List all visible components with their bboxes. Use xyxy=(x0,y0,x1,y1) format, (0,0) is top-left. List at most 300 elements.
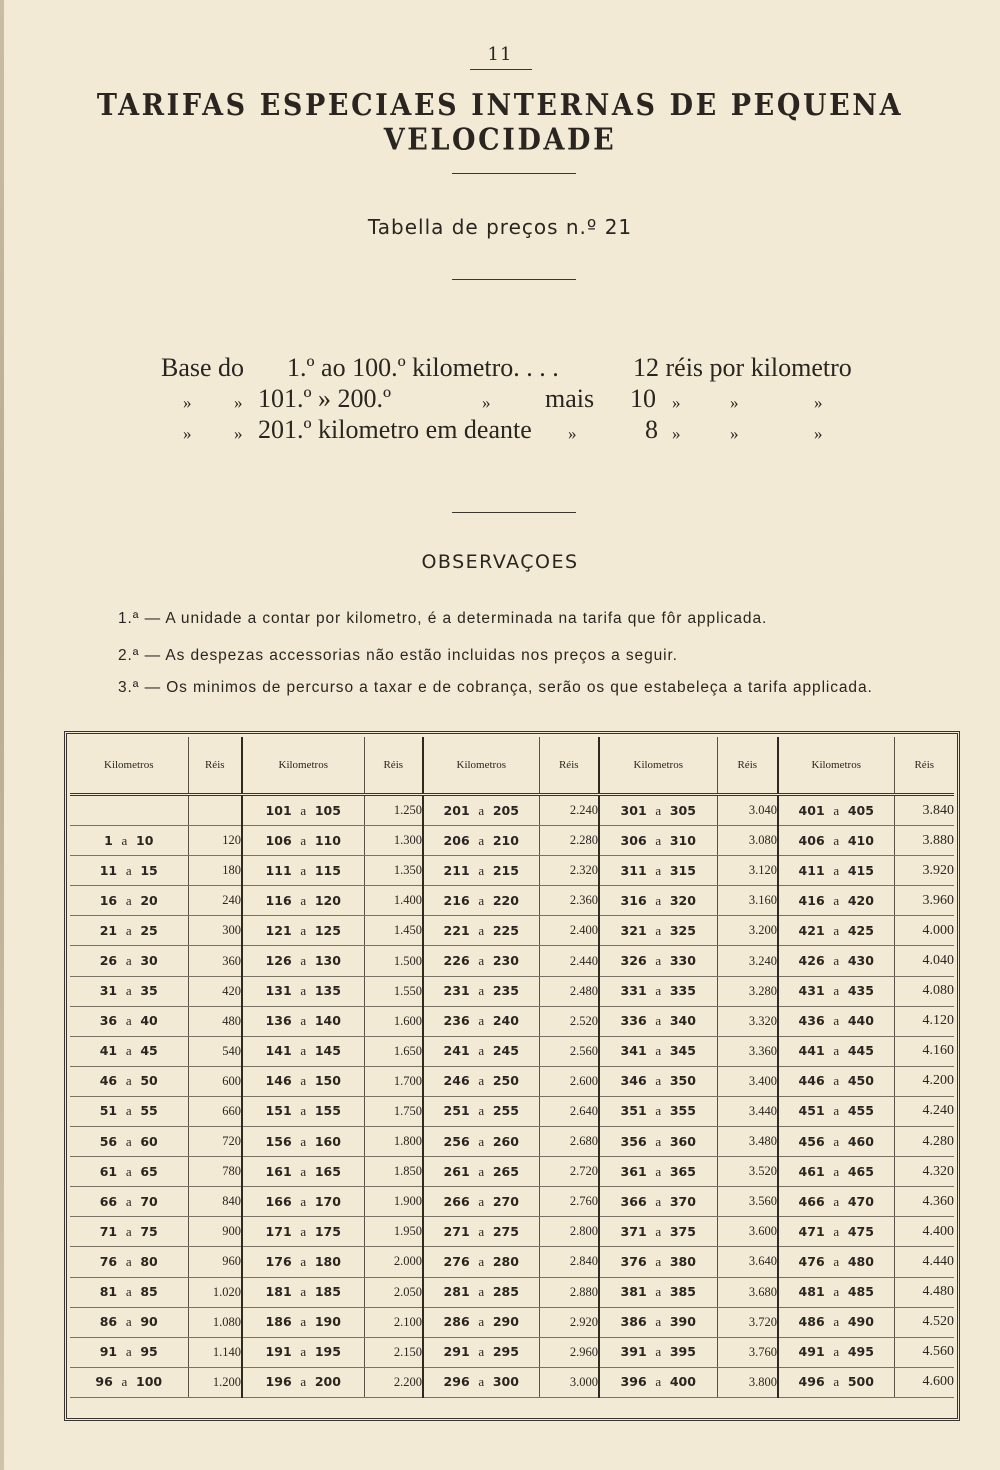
km-a: a xyxy=(833,832,840,848)
reis-cell: 3.560 xyxy=(717,1187,778,1217)
observation-number: 3.ª xyxy=(118,679,140,696)
km-to: 65 xyxy=(140,1163,158,1179)
kilometros-cell xyxy=(778,1247,894,1277)
reis-cell: 4.480 xyxy=(894,1277,954,1307)
km-to: 195 xyxy=(314,1344,341,1360)
km-from: 341 xyxy=(620,1043,647,1059)
reis-cell: 4.120 xyxy=(894,1006,954,1036)
km-to: 140 xyxy=(314,1013,341,1029)
kilometros-cell xyxy=(70,1157,188,1187)
km-to: 350 xyxy=(669,1073,696,1089)
km-a: a xyxy=(125,953,132,969)
kilometros-cell xyxy=(70,1367,188,1397)
reis-cell: 4.360 xyxy=(894,1187,954,1217)
km-to: 285 xyxy=(492,1284,519,1300)
reis-cell: 1.300 xyxy=(364,826,423,856)
reis-cell: 3.400 xyxy=(717,1066,778,1096)
kilometros-cell xyxy=(778,1337,894,1367)
kilometros-cell xyxy=(423,1127,539,1157)
kilometros-cell xyxy=(242,946,364,976)
kilometros-cell xyxy=(599,1247,717,1277)
kilometros-cell xyxy=(70,1096,188,1126)
kilometros-cell xyxy=(242,1277,364,1307)
reis-cell: 3.920 xyxy=(894,856,954,886)
km-a: a xyxy=(300,983,307,999)
reis-cell: 1.500 xyxy=(364,946,423,976)
km-a: a xyxy=(833,802,840,818)
kilometros-cell xyxy=(242,1066,364,1096)
km-to: 95 xyxy=(140,1344,158,1360)
km-from: 246 xyxy=(443,1073,470,1089)
reis-cell: 3.200 xyxy=(717,916,778,946)
km-a: a xyxy=(655,1374,662,1390)
kilometros-cell xyxy=(423,1277,539,1307)
km-to: 440 xyxy=(847,1013,874,1029)
km-to: 280 xyxy=(492,1253,519,1269)
km-to: 325 xyxy=(669,922,696,938)
km-to: 185 xyxy=(314,1284,341,1300)
ditto-mark: » xyxy=(482,393,491,412)
km-a: a xyxy=(478,953,485,969)
km-to: 290 xyxy=(492,1314,519,1330)
reis-cell: 3.800 xyxy=(717,1367,778,1397)
km-to: 410 xyxy=(847,832,874,848)
km-to: 270 xyxy=(492,1193,519,1209)
km-a: a xyxy=(655,1103,662,1119)
km-to: 340 xyxy=(669,1013,696,1029)
kilometros-cell xyxy=(242,826,364,856)
km-from: 411 xyxy=(798,862,825,878)
kilometros-cell xyxy=(242,1217,364,1247)
kilometros-cell xyxy=(599,795,717,826)
km-a: a xyxy=(655,1013,662,1029)
km-to: 105 xyxy=(314,802,341,818)
kilometros-cell xyxy=(423,1006,539,1036)
kilometros-cell xyxy=(599,886,717,916)
observation-item xyxy=(118,647,678,665)
km-from: 231 xyxy=(443,983,470,999)
reis-cell: 3.480 xyxy=(717,1127,778,1157)
reis-cell: 1.350 xyxy=(364,856,423,886)
km-to: 110 xyxy=(314,832,341,848)
km-from: 31 xyxy=(99,983,118,999)
ditto-mark: » xyxy=(183,424,192,443)
table-body xyxy=(70,795,954,1398)
km-a: a xyxy=(478,802,485,818)
ditto-mark: » xyxy=(730,424,739,443)
km-to: 450 xyxy=(847,1073,874,1089)
reis-cell: 1.750 xyxy=(364,1096,423,1126)
kilometros-cell xyxy=(778,1157,894,1187)
reis-cell: 900 xyxy=(188,1217,242,1247)
kilometros-cell xyxy=(70,946,188,976)
km-from: 466 xyxy=(798,1193,825,1209)
kilometros-cell xyxy=(423,1247,539,1277)
kilometros-cell xyxy=(599,1127,717,1157)
reis-cell: 3.720 xyxy=(717,1307,778,1337)
km-from: 101 xyxy=(265,802,292,818)
km-from: 46 xyxy=(99,1073,118,1089)
reis-cell: 360 xyxy=(188,946,242,976)
km-to: 125 xyxy=(314,922,341,938)
reis-cell: 3.440 xyxy=(717,1096,778,1126)
km-a: a xyxy=(655,862,662,878)
kilometros-cell xyxy=(778,1367,894,1397)
reis-cell: 2.440 xyxy=(539,946,599,976)
km-from: 111 xyxy=(265,862,292,878)
km-a: a xyxy=(478,1314,485,1330)
km-to: 55 xyxy=(140,1103,158,1119)
kilometros-cell xyxy=(423,886,539,916)
km-from: 36 xyxy=(99,1013,118,1029)
kilometros-cell xyxy=(599,1337,717,1367)
km-a: a xyxy=(833,1344,840,1360)
reis-cell: 2.720 xyxy=(539,1157,599,1187)
reis-cell: 3.600 xyxy=(717,1217,778,1247)
ditto-mark: » xyxy=(183,393,192,412)
km-a: a xyxy=(833,1163,840,1179)
kilometros-cell xyxy=(242,1036,364,1066)
kilometros-cell xyxy=(70,826,188,856)
table-row xyxy=(70,886,954,916)
km-from: 401 xyxy=(798,802,825,818)
km-to: 465 xyxy=(847,1163,874,1179)
km-to: 360 xyxy=(669,1133,696,1149)
km-to: 190 xyxy=(314,1314,341,1330)
km-to: 255 xyxy=(492,1103,519,1119)
km-to: 40 xyxy=(140,1013,158,1029)
reis-cell: 3.360 xyxy=(717,1036,778,1066)
table-row xyxy=(70,1217,954,1247)
km-from: 346 xyxy=(620,1073,647,1089)
km-from: 266 xyxy=(443,1193,470,1209)
ditto-mark: » xyxy=(814,393,823,412)
reis-cell: 960 xyxy=(188,1247,242,1277)
km-a: a xyxy=(478,1253,485,1269)
reis-cell: 2.640 xyxy=(539,1096,599,1126)
km-to: 275 xyxy=(492,1223,519,1239)
table-row xyxy=(70,1187,954,1217)
km-to: 445 xyxy=(847,1043,874,1059)
reis-cell: 600 xyxy=(188,1066,242,1096)
kilometros-cell xyxy=(70,795,188,826)
km-from: 316 xyxy=(620,892,647,908)
km-to: 150 xyxy=(314,1073,341,1089)
km-to: 380 xyxy=(669,1253,696,1269)
reis-cell: 240 xyxy=(188,886,242,916)
km-a: a xyxy=(125,1133,132,1149)
km-a: a xyxy=(300,1103,307,1119)
km-a: a xyxy=(125,1163,132,1179)
km-a: a xyxy=(300,1163,307,1179)
km-from: 371 xyxy=(620,1223,647,1239)
table-row xyxy=(70,1006,954,1036)
km-from: 496 xyxy=(798,1374,825,1390)
km-from: 451 xyxy=(798,1103,825,1119)
km-from: 336 xyxy=(620,1013,647,1029)
km-a: a xyxy=(833,1314,840,1330)
km-from: 141 xyxy=(265,1043,292,1059)
header-kilometros: Kilometros xyxy=(599,737,717,795)
table-row xyxy=(70,916,954,946)
km-a: a xyxy=(478,1193,485,1209)
reis-cell: 4.320 xyxy=(894,1157,954,1187)
kilometros-cell xyxy=(423,1157,539,1187)
km-to: 175 xyxy=(314,1223,341,1239)
ditto-mark: » xyxy=(730,393,739,412)
reis-cell: 2.400 xyxy=(539,916,599,946)
observation-number: 2.ª xyxy=(118,647,140,664)
km-a: a xyxy=(833,892,840,908)
kilometros-cell xyxy=(599,826,717,856)
header-reis: Réis xyxy=(894,737,954,795)
kilometros-cell xyxy=(70,916,188,946)
reis-cell: 1.800 xyxy=(364,1127,423,1157)
kilometros-cell xyxy=(70,1337,188,1367)
km-a: a xyxy=(655,802,662,818)
table-row xyxy=(70,1337,954,1367)
kilometros-cell xyxy=(599,1217,717,1247)
kilometros-cell xyxy=(70,856,188,886)
km-to: 460 xyxy=(847,1133,874,1149)
km-a: a xyxy=(833,1133,840,1149)
kilometros-cell xyxy=(242,856,364,886)
reis-cell: 2.050 xyxy=(364,1277,423,1307)
km-from: 56 xyxy=(99,1133,118,1149)
kilometros-cell xyxy=(423,826,539,856)
header-reis: Réis xyxy=(364,737,423,795)
reis-cell: 4.080 xyxy=(894,976,954,1006)
km-a: a xyxy=(125,922,132,938)
table-row xyxy=(70,1066,954,1096)
reis-cell: 3.040 xyxy=(717,795,778,826)
base-rate-row-1 xyxy=(0,353,1000,385)
km-to: 50 xyxy=(140,1073,158,1089)
km-from: 296 xyxy=(443,1374,470,1390)
km-a: a xyxy=(300,1344,307,1360)
km-to: 15 xyxy=(140,862,158,878)
km-from: 351 xyxy=(620,1103,647,1119)
km-a: a xyxy=(125,1223,132,1239)
table-row xyxy=(70,1247,954,1277)
km-from: 136 xyxy=(265,1013,292,1029)
kilometros-cell xyxy=(242,1096,364,1126)
km-from: 436 xyxy=(798,1013,825,1029)
observation-number: 1.ª xyxy=(118,610,140,627)
reis-cell: 4.600 xyxy=(894,1367,954,1397)
base-rate-row-2 xyxy=(0,384,1000,416)
km-to: 250 xyxy=(492,1073,519,1089)
km-a: a xyxy=(833,1253,840,1269)
kilometros-cell xyxy=(423,856,539,886)
km-from: 96 xyxy=(95,1374,113,1390)
km-to: 200 xyxy=(314,1374,341,1390)
km-from: 431 xyxy=(798,983,825,999)
kilometros-cell xyxy=(599,976,717,1006)
km-from: 66 xyxy=(99,1193,118,1209)
km-from: 201 xyxy=(443,802,470,818)
kilometros-cell xyxy=(778,826,894,856)
km-a: a xyxy=(125,1013,132,1029)
km-a: a xyxy=(833,922,840,938)
reis-cell: 1.080 xyxy=(188,1307,242,1337)
reis-cell: 420 xyxy=(188,976,242,1006)
km-a: a xyxy=(300,1193,307,1209)
km-to: 495 xyxy=(847,1344,874,1360)
km-to: 225 xyxy=(492,922,519,938)
km-to: 220 xyxy=(492,892,519,908)
divider xyxy=(452,173,576,174)
ditto-mark: » xyxy=(234,393,243,412)
kilometros-cell xyxy=(599,856,717,886)
km-a: a xyxy=(833,862,840,878)
kilometros-cell xyxy=(70,1036,188,1066)
km-to: 130 xyxy=(314,953,341,969)
header-reis: Réis xyxy=(188,737,242,795)
kilometros-cell xyxy=(778,1006,894,1036)
km-a: a xyxy=(478,892,485,908)
km-to: 245 xyxy=(492,1043,519,1059)
reis-cell: 2.560 xyxy=(539,1036,599,1066)
reis-cell: 4.280 xyxy=(894,1127,954,1157)
table-row xyxy=(70,1277,954,1307)
km-a: a xyxy=(478,1374,485,1390)
header-kilometros: Kilometros xyxy=(423,737,539,795)
km-a: a xyxy=(300,1314,307,1330)
km-to: 470 xyxy=(847,1193,874,1209)
kilometros-cell xyxy=(599,1307,717,1337)
reis-cell: 2.520 xyxy=(539,1006,599,1036)
km-from: 176 xyxy=(265,1253,292,1269)
km-from: 366 xyxy=(620,1193,647,1209)
reis-cell: 2.800 xyxy=(539,1217,599,1247)
km-from: 291 xyxy=(443,1344,470,1360)
km-from: 256 xyxy=(443,1133,470,1149)
ditto-mark: » xyxy=(234,424,243,443)
kilometros-cell xyxy=(70,1217,188,1247)
reis-cell: 4.400 xyxy=(894,1217,954,1247)
km-to: 305 xyxy=(669,802,696,818)
km-from: 131 xyxy=(265,983,292,999)
km-a: a xyxy=(478,862,485,878)
km-from: 71 xyxy=(99,1223,118,1239)
km-to: 320 xyxy=(669,892,696,908)
kilometros-cell xyxy=(70,1277,188,1307)
km-to: 265 xyxy=(492,1163,519,1179)
table-row xyxy=(70,1096,954,1126)
km-a: a xyxy=(300,832,307,848)
km-from: 11 xyxy=(99,862,118,878)
km-to: 100 xyxy=(136,1374,163,1390)
km-to: 330 xyxy=(669,953,696,969)
reis-cell: 1.550 xyxy=(364,976,423,1006)
km-a: a xyxy=(300,862,307,878)
km-from: 441 xyxy=(798,1043,825,1059)
km-a: a xyxy=(125,1043,132,1059)
kilometros-cell xyxy=(778,856,894,886)
km-a: a xyxy=(655,1073,662,1089)
km-a: a xyxy=(125,1073,132,1089)
km-from: 211 xyxy=(443,862,470,878)
kilometros-cell xyxy=(242,1367,364,1397)
reis-cell: 2.150 xyxy=(364,1337,423,1367)
km-to: 475 xyxy=(847,1223,874,1239)
km-to: 230 xyxy=(492,953,519,969)
reis-cell: 4.440 xyxy=(894,1247,954,1277)
reis-cell: 3.640 xyxy=(717,1247,778,1277)
km-a: a xyxy=(833,1284,840,1300)
km-to: 45 xyxy=(140,1043,158,1059)
km-a: a xyxy=(300,1223,307,1239)
km-to: 90 xyxy=(140,1314,158,1330)
km-to: 30 xyxy=(140,953,158,969)
reis-cell: 480 xyxy=(188,1006,242,1036)
page-number-rule xyxy=(470,69,532,70)
km-a: a xyxy=(478,1013,485,1029)
kilometros-cell xyxy=(70,886,188,916)
kilometros-cell xyxy=(70,1066,188,1096)
kilometros-cell xyxy=(423,1036,539,1066)
km-to: 70 xyxy=(140,1193,158,1209)
kilometros-cell xyxy=(778,795,894,826)
reis-cell: 3.840 xyxy=(894,795,954,826)
base-range: 1.º ao 100.º kilometro. . . . xyxy=(287,353,559,382)
reis-cell: 840 xyxy=(188,1187,242,1217)
reis-cell: 3.880 xyxy=(894,826,954,856)
reis-cell: 120 xyxy=(188,826,242,856)
km-a: a xyxy=(300,1073,307,1089)
km-a: a xyxy=(478,1133,485,1149)
kilometros-cell xyxy=(778,1066,894,1096)
km-from: 16 xyxy=(99,892,118,908)
km-from: 386 xyxy=(620,1314,647,1330)
km-from: 326 xyxy=(620,953,647,969)
km-from: 481 xyxy=(798,1284,825,1300)
km-from: 186 xyxy=(265,1314,292,1330)
reis-cell: 2.840 xyxy=(539,1247,599,1277)
km-to: 295 xyxy=(492,1344,519,1360)
kilometros-cell xyxy=(778,1036,894,1066)
km-to: 310 xyxy=(669,832,696,848)
km-to: 135 xyxy=(314,983,341,999)
reis-cell: 3.320 xyxy=(717,1006,778,1036)
reis-cell: 3.080 xyxy=(717,826,778,856)
reis-cell: 3.760 xyxy=(717,1337,778,1367)
reis-cell: 540 xyxy=(188,1036,242,1066)
km-from: 281 xyxy=(443,1284,470,1300)
km-to: 75 xyxy=(140,1223,158,1239)
kilometros-cell xyxy=(423,1337,539,1367)
km-a: a xyxy=(125,892,132,908)
table-row xyxy=(70,795,954,826)
kilometros-cell xyxy=(242,976,364,1006)
km-from: 226 xyxy=(443,953,470,969)
km-from: 41 xyxy=(99,1043,118,1059)
reis-cell: 180 xyxy=(188,856,242,886)
km-a: a xyxy=(655,922,662,938)
reis-cell: 1.700 xyxy=(364,1066,423,1096)
kilometros-cell xyxy=(599,1096,717,1126)
table-title: Tabella de preços n.º 21 xyxy=(367,215,633,239)
reis-cell: 2.880 xyxy=(539,1277,599,1307)
km-from: 356 xyxy=(620,1133,647,1149)
km-a: a xyxy=(833,1073,840,1089)
reis-cell: 2.280 xyxy=(539,826,599,856)
header-kilometros: Kilometros xyxy=(242,737,364,795)
km-from: 166 xyxy=(265,1193,292,1209)
km-to: 205 xyxy=(492,802,519,818)
reis-cell: 3.520 xyxy=(717,1157,778,1187)
